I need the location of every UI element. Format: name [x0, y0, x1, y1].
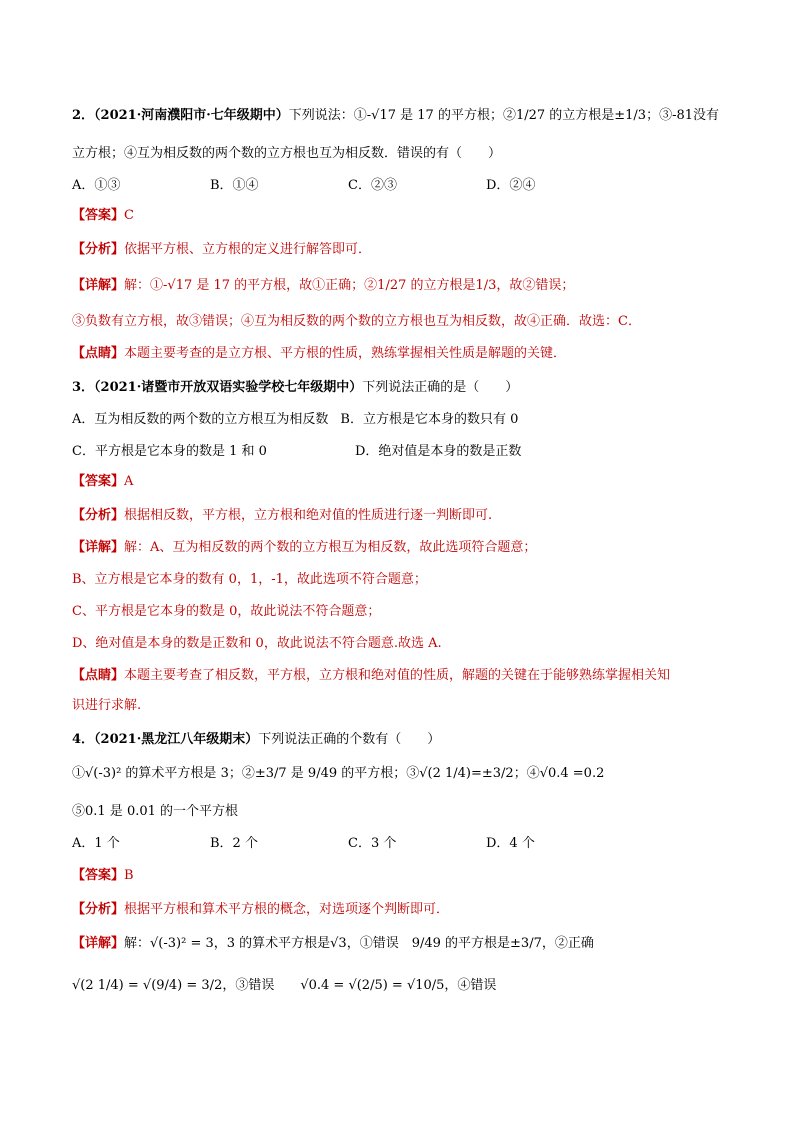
analysis-text: 根据平方根和算术平方根的概念，对选项逐个判断即可． [124, 902, 450, 917]
q4-detail-line-1 [72, 934, 722, 954]
q3-option-b: B．立方根是它本身的数只有 0 [340, 412, 519, 427]
q3-comment-line-2: 识进行求解. [72, 698, 142, 713]
q3-detail-line-1 [72, 538, 722, 558]
detail-label: 【详解】 [72, 278, 125, 293]
q3-stem-text: 下列说法正确的是（ ） [362, 380, 519, 395]
analysis-text: 根据相反数，平方根，立方根和绝对值的性质进行逐一判断即可. [124, 508, 493, 523]
q3-source: （2021·诸暨市开放双语实验学校七年级期中） [94, 380, 363, 395]
q3-option-c: C．平方根是它本身的数是 1 和 0 [72, 444, 267, 459]
q2-number: 2． [72, 108, 95, 123]
answer-label: 【答案】 [72, 208, 125, 223]
q4-number: 4． [72, 732, 95, 747]
analysis-label: 【分析】 [72, 242, 125, 257]
q3-analysis [72, 506, 722, 526]
answer-value: B [124, 868, 134, 883]
answer-label: 【答案】 [72, 474, 125, 489]
answer-value: C [124, 208, 134, 223]
q2-option-d: D．②④ [486, 178, 536, 193]
q4-analysis [72, 900, 722, 920]
detail-text: 解：√(-3)² = 3，3 的算术平方根是√3，①错误 9/49 的平方根是±3/7，②正确 [124, 936, 594, 951]
comment-text: 本题主要考查了相反数，平方根，立方根和绝对值的性质，解题的关键在于能够熟练掌握相关知 [124, 668, 671, 683]
q4-answer [72, 866, 722, 886]
answer-value: A [124, 474, 134, 489]
q3-detail-line-3: C、平方根是它本身的数是 0，故此说法不符合题意； [72, 604, 381, 619]
q3-stem [72, 378, 722, 398]
answer-label: 【答案】 [72, 868, 125, 883]
q3-comment-line-1 [72, 666, 722, 686]
analysis-label: 【分析】 [72, 508, 125, 523]
q4-option-b: B．2 个 [210, 836, 258, 851]
q2-option-c: C．②③ [348, 178, 397, 193]
q4-source: （2021·黑龙江八年级期末） [94, 732, 259, 747]
q4-items-line-1: ①√(-3)² 的算术平方根是 3；②±3/7 是 9/49 的平方根；③√(2 1/4)=±3/2；④√0.4 =0.2 [72, 766, 605, 781]
comment-text: 本题主要考查的是立方根、平方根的性质，熟练掌握相关性质是解题的关键． [124, 346, 567, 361]
q2-stem-line-2: 立方根；④互为相反数的两个数的立方根也互为相反数．错误的有（ ） [72, 146, 502, 161]
q2-stem-line-1 [72, 106, 722, 126]
q2-source: （2021·河南濮阳市·七年级期中） [94, 108, 289, 123]
q3-option-d: D．绝对值是本身的数是正数 [355, 444, 522, 459]
q3-detail-line-4: D、绝对值是本身的数是正数和 0，故此说法不符合题意.故选 A. [72, 636, 442, 651]
detail-text: 解：A、互为相反数的两个数的立方根互为相反数，故此选项符合题意； [124, 540, 537, 555]
q2-comment [72, 344, 722, 364]
q4-option-d: D．4 个 [486, 836, 535, 851]
q3-detail-line-2: B、立方根是它本身的数有 0，1，-1，故此选项不符合题意； [72, 572, 427, 587]
comment-label: 【点睛】 [72, 346, 125, 361]
comment-label: 【点睛】 [72, 668, 125, 683]
q2-answer [72, 206, 722, 226]
q3-answer [72, 472, 722, 492]
detail-label: 【详解】 [72, 540, 125, 555]
q4-detail-line-2: √(2 1/4) = √(9/4) = 3/2，③错误 √0.4 = √(2/5) = √10/5，④错误 [72, 978, 497, 993]
q2-analysis [72, 240, 722, 260]
q2-detail-line-1 [72, 276, 722, 296]
q4-options [72, 834, 722, 854]
q3-number: 3． [72, 380, 95, 395]
analysis-text: 依据平方根、立方根的定义进行解答即可． [124, 242, 372, 257]
q3-option-a: A．互为相反数的两个数的立方根互为相反数 [72, 412, 329, 427]
q4-stem-text: 下列说法正确的个数有（ ） [258, 732, 441, 747]
q3-options-row-1 [72, 410, 722, 430]
detail-text: 解：①-√17 是 17 的平方根，故①正确；②1/27 的立方根是1/3，故②错误； [124, 278, 575, 293]
q4-items-line-2: ⑤0.1 是 0.01 的一个平方根 [72, 804, 239, 819]
analysis-label: 【分析】 [72, 902, 125, 917]
q3-options-row-2 [72, 442, 722, 462]
q4-stem [72, 730, 722, 750]
q4-option-a: A．1 个 [72, 836, 120, 851]
q4-option-c: C．3 个 [348, 836, 397, 851]
q2-stem-1: 下列说法：①-√17 是 17 的平方根；②1/27 的立方根是±1/3；③-81没有 [288, 108, 720, 123]
detail-label: 【详解】 [72, 936, 125, 951]
q2-option-a: A．①③ [72, 178, 121, 193]
q2-options [72, 176, 722, 196]
q2-option-b: B．①④ [210, 178, 259, 193]
q2-detail-line-2: ③负数有立方根，故③错误；④互为相反数的两个数的立方根也互为相反数，故④正确．故选：C． [72, 314, 641, 329]
